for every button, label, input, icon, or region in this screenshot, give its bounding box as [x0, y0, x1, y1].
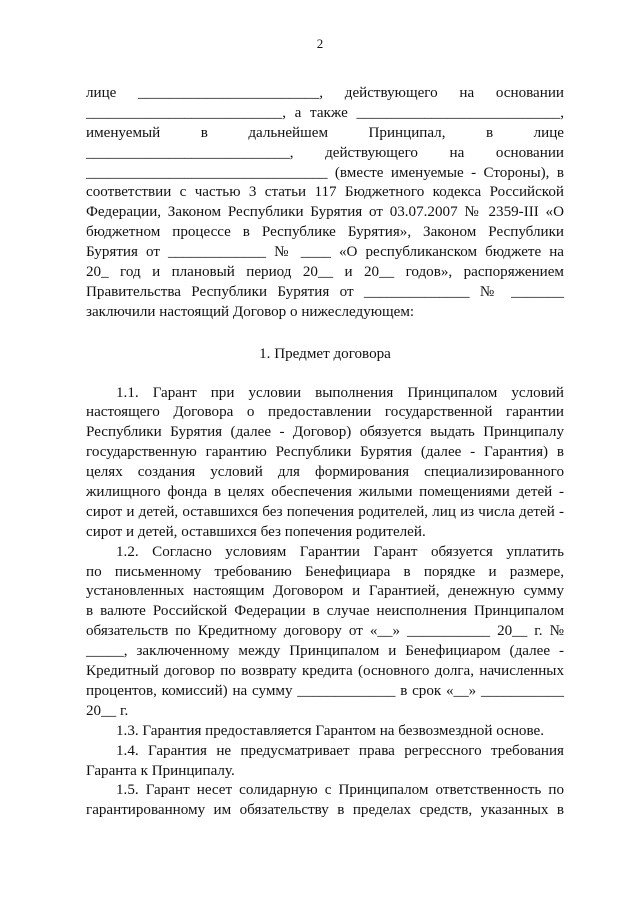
text-line: 1.5. Гарант несет солидарную с Принципалом ответственность по — [116, 782, 564, 799]
clause-1-3 — [86, 722, 564, 742]
text-line: государственную гарантию Республики Бурятия (далее - Гарантия) в — [86, 444, 564, 461]
text-line: ________________________________ (вместе именуемые - Стороны), в — [86, 164, 564, 181]
text-line: __________________________, а также ___________________________, — [86, 104, 564, 121]
section-heading: 1. Предмет договора — [259, 345, 391, 362]
text-line: Бурятия от _____________ № ____ «О республиканском бюджете на — [86, 244, 564, 261]
text-line: установленных настоящим Договором и Гарантией, денежную сумму — [86, 583, 564, 600]
text-line: лице ________________________, действующего на основании — [86, 85, 564, 101]
text-line: Правительства Республики Бурятия от ______________ № _______ — [86, 283, 564, 300]
page-number: 2 — [316, 36, 324, 51]
text-line: настоящего Договора о предоставлении государственной гарантии — [86, 404, 564, 421]
text-line: _____, заключенному между Принципалом и Бенефициаром (далее - — [86, 643, 564, 660]
text-line: 1.4. Гарантия не предусматривает права регрессного требования — [116, 742, 564, 759]
text-line: Республики Бурятия (далее - Договор) обязуется выдать Принципалу — [86, 424, 564, 441]
text-line: целях создания условий для формирования специализированного — [86, 464, 564, 481]
text-line: жилищного фонда в целях обеспечения жилыми помещениями детей - — [86, 484, 564, 501]
text-line: соответствии с частью 3 статьи 117 Бюджетного кодекса Российской — [86, 184, 564, 201]
clause-1-1 — [86, 384, 564, 543]
text-line: 20__ г. — [86, 702, 129, 719]
document-body — [86, 84, 564, 821]
text-line: обязательств по Кредитному договору от «__» ___________ 20__ г. № — [86, 623, 564, 640]
text-line: в валюте Российской Федерации в случае неисполнения Принципалом — [86, 603, 564, 620]
text-line: 20_ год и плановый период 20__ и 20__ годов», распоряжением — [86, 264, 564, 281]
text-line: сирот и детей, оставшихся без попечения родителей. — [86, 523, 426, 540]
text-line: 1.2. Согласно условиям Гарантии Гарант обязуется уплатить — [116, 543, 564, 560]
text-line: 1.3. Гарантия предоставляется Гарантом на безвозмездной основе. — [116, 722, 544, 739]
text-line: бюджетном процессе в Республике Бурятия», Законом Республики — [86, 224, 564, 241]
text-line: по письменному требованию Бенефициара в порядке и размере, — [86, 563, 564, 580]
text-line: Федерации, Законом Республики Бурятия от 03.07.2007 № 2359-III «О — [86, 204, 564, 221]
clause-1-4 — [86, 742, 564, 782]
clause-1-2 — [86, 543, 564, 722]
text-line: Кредитный договор по возврату кредита (основного долга, начисленных — [86, 663, 564, 680]
text-line: гарантированному им обязательству в пределах средств, указанных в — [86, 802, 564, 819]
intro-paragraph — [86, 84, 564, 323]
text-line: процентов, комиссий) на сумму _____________ в срок «__» ___________ — [86, 682, 564, 699]
text-line: сирот и детей, оставшихся без попечения родителей, лиц из числа детей - — [86, 503, 564, 520]
text-line: заключили настоящий Договор о нижеследующем: — [86, 303, 415, 320]
text-line: ___________________________, действующего на основании — [86, 144, 564, 161]
text-line: Гаранта к Принципалу. — [86, 762, 235, 779]
clause-1-5 — [86, 781, 564, 821]
text-line: именуемый в дальнейшем Принципал, в лице — [86, 124, 564, 141]
text-line: 1.1. Гарант при условии выполнения Принципалом условий — [116, 384, 564, 401]
